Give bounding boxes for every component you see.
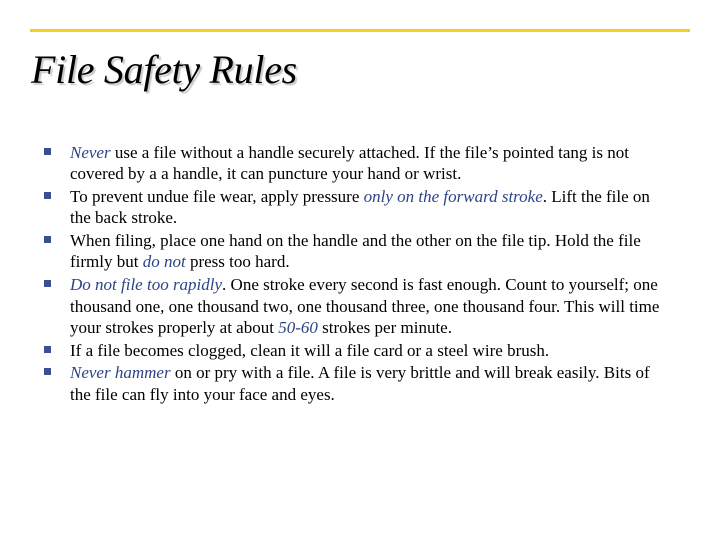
rule-text: . One stroke every second is fast enough. Count to yourself; one thousand one, one thousand two, one thousand three, one thousand four. This will time your strokes properly at about <box>70 275 660 337</box>
rule-text-emphasis: Never <box>70 143 111 162</box>
square-bullet-icon <box>44 280 51 287</box>
rule-text-emphasis: Never hammer <box>70 363 171 383</box>
title-underline-rule <box>30 29 690 32</box>
rule-text: If a file becomes clogged, clean it will a file card or a steel wire brush. <box>70 340 550 360</box>
rule-item <box>44 340 674 361</box>
rule-item <box>44 230 674 273</box>
square-bullet-icon <box>44 192 51 199</box>
square-bullet-icon <box>44 346 51 353</box>
rule-item <box>44 362 674 405</box>
rule-text: . Lift the file on the back stroke. <box>70 187 650 228</box>
rule-text: press too hard. <box>185 252 290 272</box>
rule-text: To prevent undue file wear, apply pressure <box>70 187 364 207</box>
rule-item <box>44 186 674 229</box>
rule-item <box>44 274 674 338</box>
square-bullet-icon <box>44 148 51 155</box>
rule-text: When filing, place one hand on the handle and the other on the file tip. Hold the file firmly but <box>70 231 641 272</box>
rule-text: on or pry with a file. A file is very brittle and will break easily. Bits of the file can fly into your face and eyes. <box>70 363 650 404</box>
square-bullet-icon <box>44 368 51 375</box>
rule-text: use a file without a handle securely attached. If the file’s pointed tang is not covered by a a handle, it can puncture your hand or wrist. <box>70 143 629 184</box>
slide-title: File Safety Rules <box>31 47 297 92</box>
rule-text-emphasis: Do not file too rapidly <box>70 275 223 295</box>
rule-text-emphasis: do not <box>142 252 186 272</box>
rule-text: strokes per minute. <box>317 317 452 337</box>
rule-text-emphasis: 50-60 <box>278 317 318 337</box>
rule-item <box>44 142 674 185</box>
square-bullet-icon <box>44 236 51 243</box>
rule-text-emphasis: only on the forward stroke <box>363 187 543 207</box>
rules-list <box>44 142 674 407</box>
